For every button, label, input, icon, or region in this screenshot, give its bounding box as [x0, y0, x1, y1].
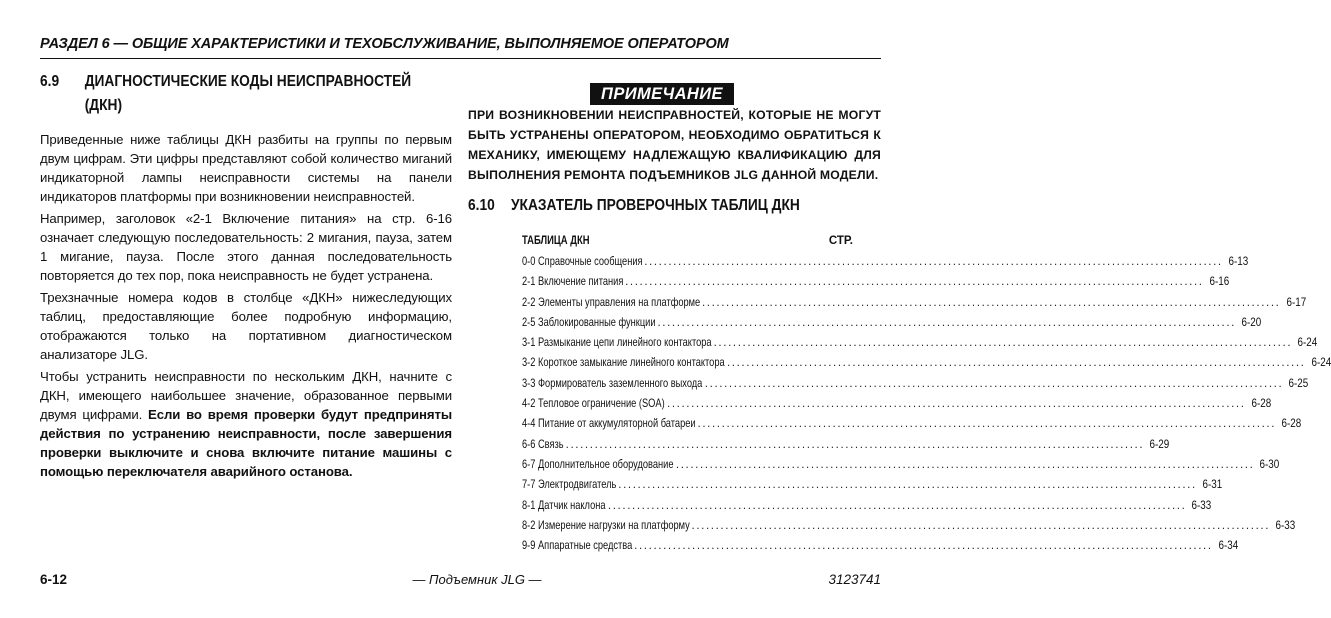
- section-6-10-heading: [468, 197, 800, 215]
- toc-header: [522, 232, 853, 252]
- section-6-9-heading: [40, 70, 412, 118]
- toc-entry-title: 3-3 Формирователь заземленного выхода: [522, 376, 703, 390]
- toc-entry-page: 6-25: [1288, 376, 1309, 390]
- toc-rows: [522, 252, 1331, 556]
- note-label: ПРИМЕЧАНИЕ: [590, 83, 734, 105]
- toc-entry-title: 9-9 Аппаратные средства: [522, 539, 633, 553]
- section-header: РАЗДЕЛ 6 — ОБЩИЕ ХАРАКТЕРИСТИКИ И ТЕХОБСЛУЖИВАНИЕ, ВЫПОЛНЯЕМОЕ ОПЕРАТОРОМ: [40, 36, 729, 52]
- toc-row: [522, 252, 1248, 272]
- section-title-line2: (ДКН): [84, 97, 123, 114]
- toc-entry-page: 6-33: [1275, 518, 1296, 532]
- toc-entry-page: 6-17: [1285, 295, 1306, 309]
- toc-entry-page: 6-34: [1218, 539, 1238, 553]
- toc-entry-title: 6-7 Дополнительное оборудование: [522, 457, 674, 471]
- toc-leader-dots: ........................................................................................................................: [565, 437, 1145, 451]
- toc-entry-title: 8-1 Датчик наклона: [522, 498, 606, 512]
- toc-leader-dots: ........................................................................................................................: [697, 417, 1277, 431]
- section-title-line1: ДИАГНОСТИЧЕСКИЕ КОДЫ НЕИСПРАВНОСТЕЙ: [84, 73, 412, 90]
- toc-column-table: ТАБЛИЦА ДКН: [522, 235, 590, 247]
- note-text: ПРИ ВОЗНИКНОВЕНИИ НЕИСПРАВНОСТЕЙ, КОТОРЫЕ НЕ МОГУТ БЫТЬ УСТРАНЕНЫ ОПЕРАТОРОМ, НЕОБХОДИМО ОБРАТИТЬСЯ К МЕХАНИКУ, ИМЕЮЩЕМУ НАДЛЕЖАЩУЮ КВАЛИФИКАЦИЮ ДЛЯ ВЫПОЛНЕНИЯ РЕМОНТА ПОДЪЕМНИКОВ JLG ДАННОЙ МОДЕЛИ.: [468, 108, 881, 182]
- toc-row: [522, 353, 1331, 373]
- toc-leader-dots: ........................................................................................................................: [644, 255, 1223, 268]
- toc-entry-page: 6-13: [1228, 255, 1248, 268]
- toc-row: [522, 536, 1238, 556]
- toc-leader-dots: ........................................................................................................................: [675, 457, 1255, 471]
- toc-leader-dots: ........................................................................................................................: [704, 376, 1284, 390]
- toc-leader-dots: ........................................................................................................................: [713, 336, 1293, 350]
- toc-entry-title: 2-2 Элементы управления на платформе: [522, 295, 701, 309]
- toc-entry-page: 6-28: [1281, 417, 1302, 431]
- toc-entry-title: 2-1 Включение питания: [522, 275, 624, 289]
- toc-row: [522, 435, 1170, 455]
- section-title: УКАЗАТЕЛЬ ПРОВЕРОЧНЫХ ТАБЛИЦ ДКН: [511, 197, 800, 214]
- dtc-table-index: [522, 232, 1331, 556]
- toc-row: [522, 333, 1318, 353]
- header-divider: [40, 58, 881, 59]
- section-number: 6.9: [40, 73, 60, 90]
- toc-row: [522, 516, 1296, 536]
- toc-row: [522, 272, 1229, 292]
- paragraph-4-text: Чтобы устранить неисправности по нескольким ДКН, начните с ДКН, имеющего наибольшее значение, образованное первыми двумя цифрами.: [40, 369, 452, 422]
- toc-entry-page: 6-24: [1297, 336, 1318, 350]
- toc-leader-dots: ........................................................................................................................: [625, 275, 1204, 289]
- toc-row: [522, 374, 1309, 394]
- toc-entry-page: 6-16: [1209, 275, 1229, 289]
- toc-entry-title: 0-0 Справочные сообщения: [522, 255, 643, 268]
- toc-row: [522, 394, 1271, 414]
- document-number: 3123741: [828, 572, 881, 587]
- paragraph-4: [40, 367, 452, 481]
- toc-entry-page: 6-33: [1191, 498, 1212, 512]
- toc-entry-title: 7-7 Электродвигатель: [522, 478, 617, 492]
- toc-entry-page: 6-28: [1251, 397, 1271, 411]
- toc-leader-dots: ........................................................................................................................: [607, 498, 1187, 512]
- toc-column-page: СТР.: [828, 235, 853, 247]
- toc-entry-page: 6-31: [1202, 478, 1223, 492]
- toc-row: [522, 414, 1302, 434]
- toc-row: [522, 455, 1280, 475]
- paragraph-1: Приведенные ниже таблицы ДКН разбиты на группы по первым двум цифрам. Эти цифры представляют собой количество миганий индикаторной лампы неисправности системы на панели индикаторов платформы при возникновении неисправностей.: [40, 132, 452, 204]
- section-number: 6.10: [468, 197, 495, 214]
- toc-entry-page: 6-20: [1241, 315, 1262, 329]
- toc-entry-page: 6-24: [1310, 356, 1331, 370]
- toc-entry-title: 3-1 Размыкание цепи линейного контактора: [522, 336, 712, 350]
- left-column: [40, 70, 452, 481]
- toc-row: [522, 293, 1306, 313]
- toc-leader-dots: ........................................................................................................................: [657, 315, 1236, 329]
- toc-leader-dots: ........................................................................................................................: [726, 356, 1306, 370]
- toc-leader-dots: ........................................................................................................................: [634, 539, 1213, 553]
- page-number: 6-12: [40, 572, 68, 587]
- paragraph-4-bold-warning: Если во время проверки будут предприняты действия по устранению неисправности, после завершения проверки выключите и снова включите питание машины с помощью переключателя аварийного останова.: [40, 407, 453, 479]
- footer-title: — Подъемник JLG —: [412, 572, 542, 587]
- toc-leader-dots: ........................................................................................................................: [667, 397, 1246, 411]
- paragraph-3: Трехзначные номера кодов в столбце «ДКН» нижеследующих таблиц, предоставляющие более подробную информацию, отображаются только на портативном диагностическом анализаторе JLG.: [40, 290, 452, 362]
- toc-entry-title: 6-6 Связь: [522, 437, 564, 451]
- toc-entry-page: 6-29: [1149, 437, 1170, 451]
- toc-entry-title: 8-2 Измерение нагрузки на платформу: [522, 518, 690, 532]
- toc-row: [522, 496, 1212, 516]
- toc-leader-dots: ........................................................................................................................: [691, 518, 1271, 532]
- toc-leader-dots: ........................................................................................................................: [618, 478, 1197, 492]
- toc-entry-title: 2-5 Заблокированные функции: [522, 315, 656, 329]
- toc-entry-page: 6-30: [1259, 457, 1280, 471]
- toc-entry-title: 3-2 Короткое замыкание линейного контактора: [522, 356, 725, 370]
- toc-entry-title: 4-4 Питание от аккумуляторной батареи: [522, 417, 696, 431]
- paragraph-2: Например, заголовок «2-1 Включение питания» на стр. 6-16 означает следующую последовательность: 2 мигания, пауза, затем 1 мигание, пауза. После этого данная последовательность повторяется до тех пор, пока неисправность не будет устранена.: [40, 211, 452, 283]
- toc-entry-title: 4-2 Тепловое ограничение (SOA): [522, 397, 665, 411]
- toc-leader-dots: ........................................................................................................................: [701, 295, 1281, 309]
- toc-row: [522, 475, 1223, 495]
- toc-row: [522, 313, 1262, 333]
